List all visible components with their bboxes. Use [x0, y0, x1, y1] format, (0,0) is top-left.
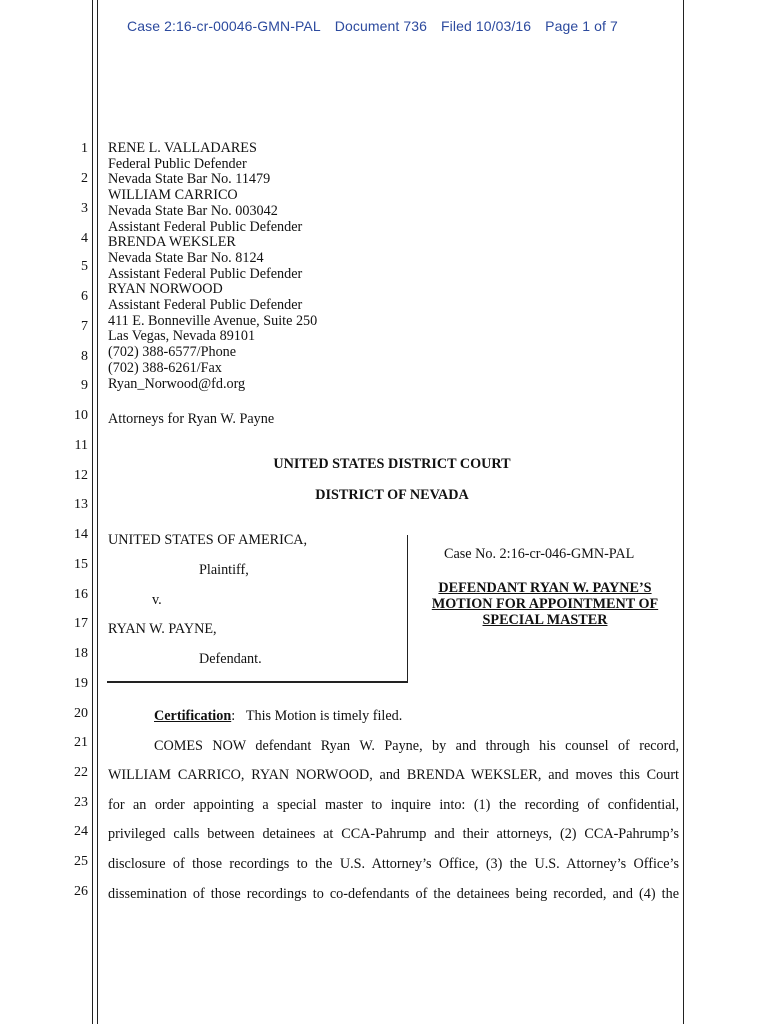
attorney-line: Ryan_Norwood@fd.org [108, 375, 246, 392]
line-number: 1 [81, 141, 88, 156]
attorney-line: Federal Public Defender [108, 155, 247, 172]
case-number: Case No. 2:16-cr-046-GMN-PAL [444, 546, 635, 562]
certification-colon: : [231, 708, 236, 724]
line-number: 26 [74, 884, 88, 899]
right-margin-rule [683, 0, 684, 1024]
attorneys-for: Attorneys for Ryan W. Payne [108, 411, 275, 427]
certification [154, 708, 402, 724]
line-number: 24 [74, 824, 88, 839]
line-number: 19 [74, 676, 88, 691]
certification-label: Certification [154, 708, 232, 724]
plaintiff-name: UNITED STATES OF AMERICA, [108, 532, 308, 548]
line-number: 14 [74, 527, 88, 542]
header-case-number: Case 2:16-cr-00046-GMN-PAL [127, 18, 321, 34]
ecf-header-stamp [127, 18, 628, 34]
body-line: for an order appointing a special master to inquire into: (1) the recording of confidential, [108, 797, 679, 813]
line-number: 22 [74, 765, 88, 780]
certification-text: This Motion is timely filed. [245, 708, 403, 724]
attorney-line: (702) 388-6261/Fax [108, 359, 222, 376]
line-number: 3 [81, 201, 88, 216]
motion-title-line: DEFENDANT RYAN W. PAYNE’S [438, 580, 652, 596]
line-number: 12 [74, 468, 88, 483]
attorney-line: Assistant Federal Public Defender [108, 265, 303, 282]
attorney-line: RYAN NORWOOD [108, 281, 223, 298]
line-number: 4 [81, 231, 88, 246]
attorney-line: BRENDA WEKSLER [108, 234, 236, 251]
body-line: disclosure of those recordings to the U.S. Attorney’s Office, (3) the U.S. Attorney’s Office’s [108, 856, 679, 872]
line-number: 7 [81, 319, 88, 334]
motion-title-line: SPECIAL MASTER [482, 612, 608, 628]
line-number: 16 [74, 587, 88, 602]
line-number: 6 [81, 289, 88, 304]
line-number: 25 [74, 854, 88, 869]
line-number: 21 [74, 735, 88, 750]
body-line: COMES NOW defendant Ryan W. Payne, by and through his counsel of record, [154, 738, 679, 754]
court-district: DISTRICT OF NEVADA [315, 487, 469, 503]
header-document-number: Document 736 [334, 18, 428, 34]
line-number: 15 [74, 557, 88, 572]
attorney-line: Nevada State Bar No. 8124 [108, 249, 264, 266]
line-number: 17 [74, 616, 88, 631]
line-number: 13 [74, 497, 88, 512]
attorney-line: 411 E. Bonneville Avenue, Suite 250 [108, 312, 318, 329]
attorney-line: Nevada State Bar No. 003042 [108, 202, 278, 219]
line-number: 5 [81, 259, 88, 274]
motion-title-line: MOTION FOR APPOINTMENT OF [431, 596, 659, 612]
line-number: 9 [81, 378, 88, 393]
attorney-block [108, 141, 317, 392]
body-line: dissemination of those recordings to co-defendants of the detainees being recorded, and (4) the [108, 886, 679, 902]
body-line: WILLIAM CARRICO, RYAN NORWOOD, and BRENDA WEKSLER, and moves this Court [108, 767, 679, 783]
motion-title [412, 580, 678, 628]
court-name: UNITED STATES DISTRICT COURT [273, 456, 511, 472]
attorney-line: Assistant Federal Public Defender [108, 297, 303, 314]
caption-divider-vertical [407, 535, 408, 682]
line-number: 2 [81, 171, 88, 186]
defendant-label: Defendant. [199, 651, 262, 667]
versus: v. [152, 592, 162, 608]
header-filed-date: Filed 10/03/16 [441, 18, 532, 34]
line-number: 8 [81, 349, 88, 364]
line-number: 10 [74, 408, 88, 423]
line-number: 18 [74, 646, 88, 661]
attorney-line: Las Vegas, Nevada 89101 [108, 328, 256, 345]
caption-divider-horizontal [107, 681, 408, 683]
line-number: 20 [74, 706, 88, 721]
defendant-name: RYAN W. PAYNE, [108, 621, 217, 637]
attorney-line: WILLIAM CARRICO [108, 187, 238, 204]
line-number: 23 [74, 795, 88, 810]
left-margin-rule-outer [92, 0, 93, 1024]
header-page-count: Page 1 of 7 [545, 18, 618, 34]
attorney-line: (702) 388-6577/Phone [108, 344, 237, 361]
attorney-line: Nevada State Bar No. 11479 [108, 171, 271, 188]
body-line: privileged calls between detainees at CCA-Pahrump and their attorneys, (2) CCA-Pahrump’s [108, 826, 679, 842]
left-margin-rule-inner [97, 0, 98, 1024]
attorney-line: RENE L. VALLADARES [108, 140, 257, 156]
attorney-line: Assistant Federal Public Defender [108, 218, 303, 235]
line-number: 11 [74, 438, 88, 453]
plaintiff-label: Plaintiff, [199, 562, 249, 578]
